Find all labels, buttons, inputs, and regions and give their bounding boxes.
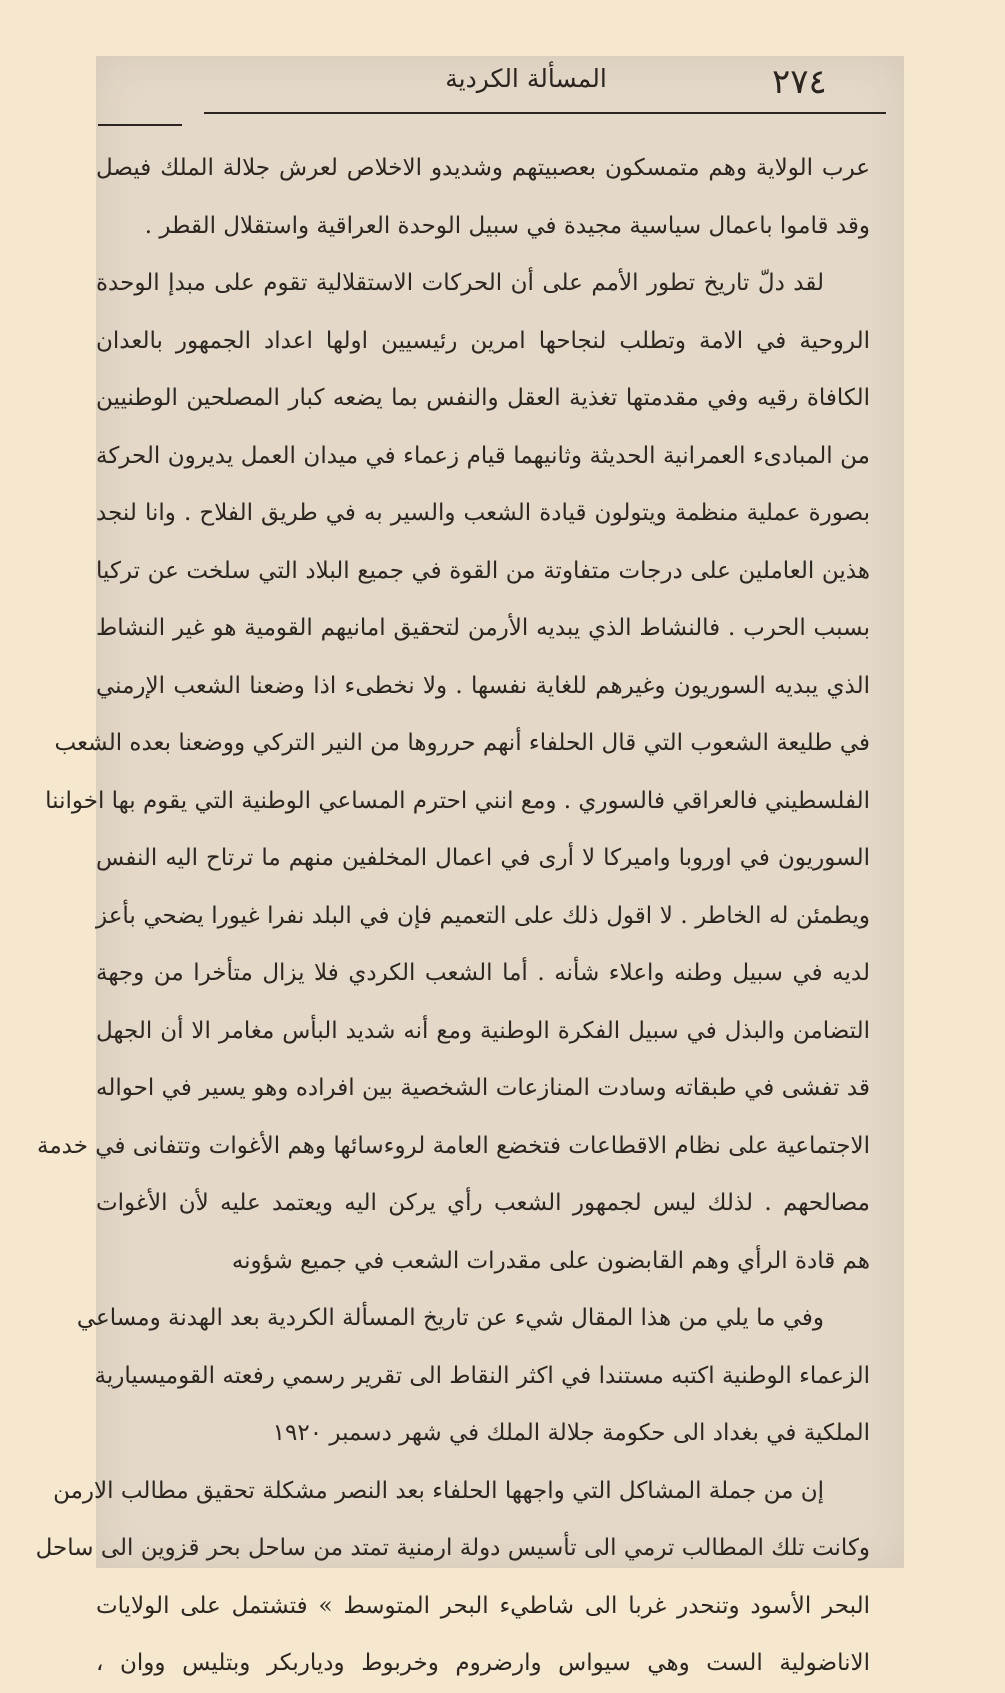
running-title: المسألة الكردية [445, 64, 607, 93]
text-line: مصالحهم . لذلك ليس لجمهور الشعب رأي يركن اليه ويعتمد عليه لأن الأغوات [96, 1190, 870, 1216]
text-line: الفلسطيني فالعراقي فالسوري . ومع انني احترم المساعي الوطنية التي يقوم بها اخواننا [45, 787, 870, 814]
text-line: الروحية في الامة وتطلب لنجاحها امرين رئيسيين اولها اعداد الجمهور بالعدان [96, 327, 870, 354]
text-line: وقد قاموا باعمال سياسية مجيدة في سبيل الوحدة العراقية واستقلال القطر . [144, 212, 870, 239]
text-line: قد تفشى في طبقاته وسادت المنازعات الشخصية بين افراده وهو يسير في احواله [96, 1075, 870, 1101]
text-line: الذي يبديه السوريون وغيرهم للغاية نفسها . ولا نخطىء اذا وضعنا الشعب الإرمني [96, 672, 870, 699]
text-line: ويطمئن له الخاطر . لا اقول ذلك على التعميم فإن في البلد نفرا غيورا يضحي بأعز [96, 902, 870, 929]
text-line: التضامن والبذل في سبيل الفكرة الوطنية ومع أنه شديد البأس مغامر الا أن الجهل [96, 1017, 870, 1044]
page-number: ٢٧٤ [772, 62, 827, 102]
text-line: وكانت تلك المطالب ترمي الى تأسيس دولة ارمنية تمتد من ساحل بحر قزوين الى ساحل [35, 1535, 870, 1561]
text-line: وفي ما يلي من هذا المقال شيء عن تاريخ المسألة الكردية بعد الهدنة ومساعي [76, 1305, 824, 1331]
text-line: هم قادة الرأي وهم القابضون على مقدرات الشعب في جميع شؤونه [231, 1247, 870, 1274]
text-line: الاجتماعية على نظام الاقطاعات فتخضع العامة لروءسائها وهم الأغوات وتتفانى في خدمة [37, 1132, 870, 1159]
text-line: الاناضولية الست وهي سيواس وارضروم وخربوط ودياربكر وبتليس ووان ، [96, 1650, 870, 1676]
text-line: بسبب الحرب . فالنشاط الذي يبديه الأرمن لتحقيق امانيهم القومية هو غير النشاط [96, 615, 870, 641]
text-line: لقد دلّ تاريخ تطور الأمم على أن الحركات الاستقلالية تقوم على مبدإ الوحدة [96, 270, 824, 296]
header-rule [204, 112, 886, 114]
text-line: بصورة عملية منظمة ويتولون قيادة الشعب والسير به في طريق الفلاح . وانا لنجد [96, 500, 870, 526]
book-page [35, 56, 904, 1676]
text-line: هذين العاملين على درجات متفاوتة من القوة في جميع البلاد التي سلخت عن تركيا [96, 557, 870, 584]
text-line: لديه في سبيل وطنه واعلاء شأنه . أما الشعب الكردي فلا يزال متأخرا من وجهة [96, 960, 870, 986]
header-rule-short [98, 124, 182, 126]
text-line: إن من جملة المشاكل التي واجهها الحلفاء بعد النصر مشكلة تحقيق مطالب الارمن [53, 1477, 824, 1504]
body-text [35, 140, 904, 1693]
text-line: الزعماء الوطنية اكتبه مستندا في اكثر النقاط الى تقرير رسمي رفعته القوميسيارية [94, 1362, 870, 1389]
text-line: عرب الولاية وهم متمسكون بعصبيتهم وشديدو الاخلاص لعرش جلالة الملك فيصل [96, 155, 870, 181]
text-line: في طليعة الشعوب التي قال الحلفاء أنهم حرروها من النير التركي ووضعنا بعده الشعب [54, 730, 870, 756]
text-line: الكافاة رقيه وفي مقدمتها تغذية العقل والنفس بما يضعه كبار المصلحين الوطنيين [96, 385, 870, 411]
text-line: من المبادىء العمرانية الحديثة وثانيهما قيام زعماء في ميدان العمل يديرون الحركة [96, 442, 870, 469]
text-line: الملكية في بغداد الى حكومة جلالة الملك في شهر دسمبر ١٩٢٠ [272, 1420, 870, 1446]
text-line: السوريون في اوروبا واميركا لا أرى في اعمال المخلفين منهم ما ترتاح اليه النفس [96, 845, 870, 871]
text-line: البحر الأسود وتنحدر غربا الى شاطيء البحر المتوسط » فتشتمل على الولايات [96, 1592, 870, 1619]
